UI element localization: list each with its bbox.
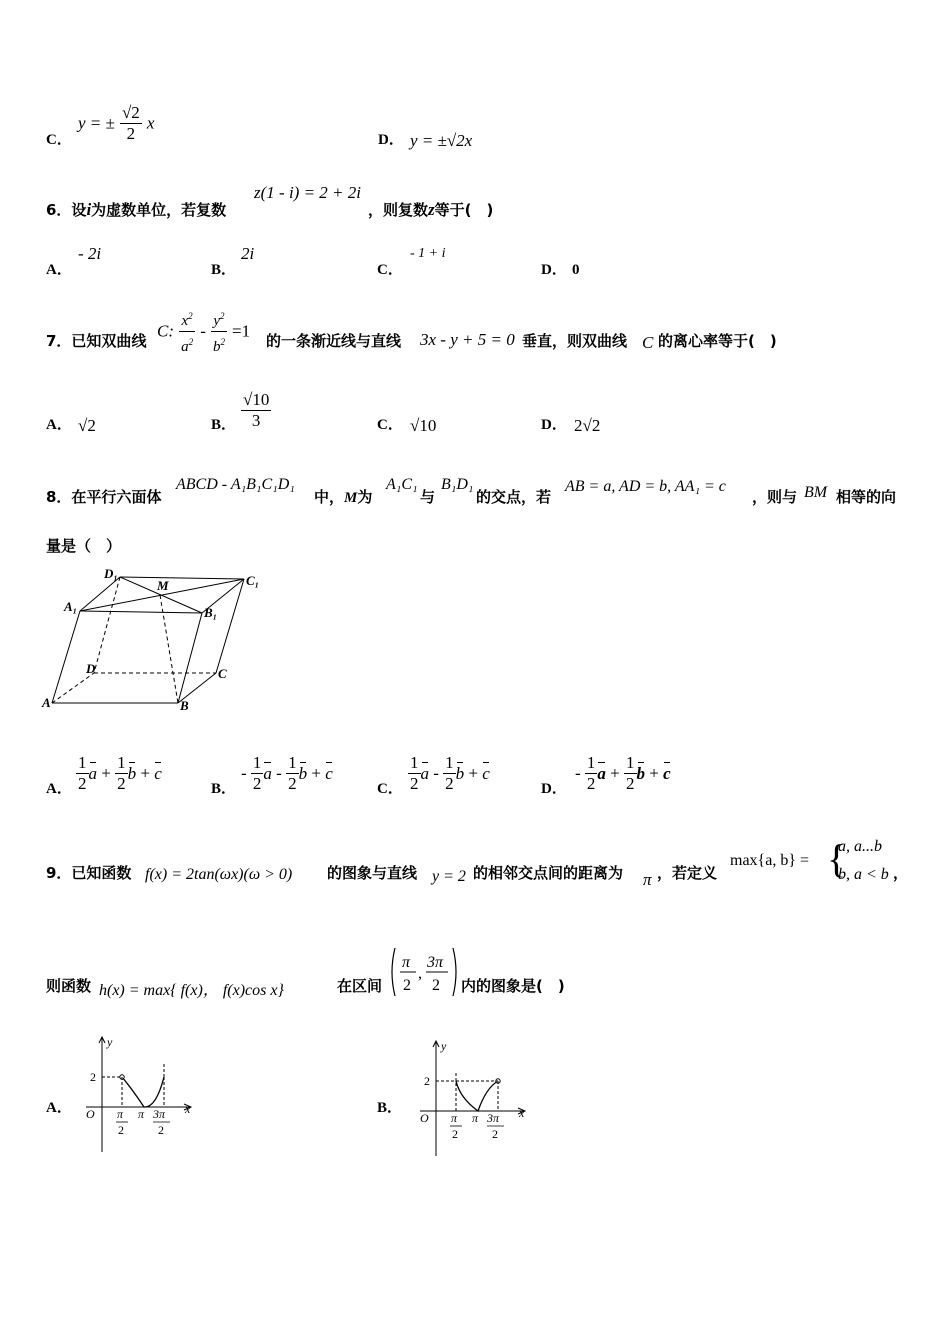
q9-graph-b[interactable] [416, 1038, 536, 1160]
q8-option-a[interactable]: A． [46, 781, 72, 797]
edge-dd1 [94, 577, 120, 673]
q6-option-a[interactable]: A． [46, 262, 72, 278]
two-label: 2 [90, 1070, 96, 1084]
svg-text:,: , [418, 965, 422, 982]
q8-solid: ABCD - A₁B₁C₁D₁ [176, 476, 295, 493]
q5-option-d[interactable]: D． [378, 132, 404, 148]
q6-equation: z(1 - i) = 2 + 2i [254, 183, 361, 202]
q9-line: y = 2 [432, 868, 466, 885]
y-label: y [441, 1039, 447, 1053]
q5-option-c[interactable] [46, 128, 72, 149]
q7-stem-b: 的一条渐近线与直线 [266, 332, 402, 350]
q6-option-b-value: 2i [241, 244, 255, 263]
edge-a1b1 [80, 611, 202, 613]
q8-option-d[interactable]: D． [541, 781, 567, 797]
x-label: x [519, 1106, 525, 1120]
label-c: C [218, 666, 227, 681]
origin-label: O [86, 1107, 95, 1121]
curve [456, 1081, 498, 1111]
q7-line: 3x - y + 5 = 0 [420, 330, 515, 349]
label-m: M [157, 578, 169, 593]
q7-option-c[interactable]: C． [377, 417, 403, 433]
q8-stem-g: 相等的向 [836, 488, 897, 506]
q6-stem-tail: ，则复数z等于( ) [368, 200, 494, 219]
q9-option-a[interactable]: A． [46, 1100, 72, 1116]
edge-cc1 [216, 579, 244, 673]
y-label: y [107, 1035, 113, 1049]
q8-seg2: B₁D₁ [441, 476, 474, 493]
q9-pi: π [643, 870, 652, 889]
q7-option-a-value: √2 [78, 416, 96, 435]
q8-stem-e: 的交点，若 [476, 488, 552, 506]
pi2-num: π [451, 1111, 458, 1125]
edge-bb1 [178, 613, 202, 703]
q8-stem-b: 中，M为 [314, 488, 373, 506]
curve [122, 1077, 164, 1107]
q7-hyperbola: C: $\frac{x^2}{a^2}$ - $\frac{y^2}{b^2}$ =1 [157, 306, 250, 357]
edge-aa1 [52, 611, 80, 703]
q7-option-a[interactable]: A． [46, 417, 72, 433]
q9-case-1: a, a...b [838, 838, 882, 855]
q8-option-a-expr: $\frac{1}{2}$ a + $\frac{1}{2}$ b + c [78, 753, 162, 793]
q9-stem-g: 内的图象是( ) [461, 977, 565, 995]
q7-stem-d: 的离心率等于( ) [658, 332, 777, 350]
label-d1: D₁ [104, 566, 118, 581]
3pi2-num: 3π [487, 1111, 500, 1125]
q7-option-d[interactable]: D． [541, 417, 567, 433]
q9-stem-d: ，若定义 [657, 864, 718, 882]
origin-label: O [420, 1111, 429, 1125]
interval-b-den: 2 [432, 977, 440, 994]
q5-option-d-expr: y = ±√2x [410, 131, 473, 150]
edge-a1d1 [80, 577, 120, 611]
q8-option-c-expr: $\frac{1}{2}$ a - $\frac{1}{2}$ b + c [410, 753, 490, 793]
parallelepiped-figure [40, 565, 280, 717]
q8-stem-h: 量是（ ） [46, 537, 122, 555]
q8-stem-f: ，则与 [752, 488, 798, 506]
q8-bm: BM [804, 484, 828, 501]
q9-option-b[interactable]: B． [377, 1100, 403, 1116]
q9-stem-e: 则函数 [46, 977, 92, 995]
q6-stem: 6．设i为虚数单位，若复数 [46, 200, 227, 219]
q7-option-b[interactable]: B． [211, 417, 237, 433]
segment-bm [160, 595, 178, 703]
q7-stem: 7．已知双曲线 [46, 332, 147, 350]
pi2-den: 2 [452, 1127, 458, 1141]
q8-option-b[interactable]: B． [211, 781, 237, 797]
q6-option-a-value: - 2i [78, 244, 102, 263]
q6-option-b[interactable]: B． [211, 262, 237, 278]
label-d: D [86, 661, 96, 676]
option-label: C． [46, 132, 72, 148]
q9-interval [388, 946, 460, 1002]
3pi2-den: 2 [158, 1123, 164, 1137]
q8-option-b-expr: - $\frac{1}{2}$ a - $\frac{1}{2}$ b + c [241, 753, 333, 793]
q6-option-c-value: - 1 + i [410, 246, 446, 261]
edge-d1c1 [120, 577, 244, 579]
q9-stem-f: 在区间 [337, 977, 383, 995]
q9-stem-b: 的图象与直线 [327, 864, 418, 882]
pi2-num: π [117, 1107, 124, 1121]
q9-graph-a[interactable] [82, 1034, 202, 1156]
q7-stem-c: 垂直，则双曲线 [522, 332, 628, 350]
q9-case-2: b, a < b [838, 866, 889, 883]
q9-stem-c: 的相邻交点间的距离为 [473, 864, 624, 882]
right-paren [453, 948, 456, 996]
q7-option-d-value: 2√2 [574, 416, 601, 435]
two-label: 2 [424, 1074, 430, 1088]
q8-option-c[interactable]: C． [377, 781, 403, 797]
q6-option-c[interactable]: C． [377, 262, 403, 278]
label-b1: B₁ [204, 605, 218, 620]
q8-option-d-expr: - $\frac{1}{2}$ a + $\frac{1}{2}$ b + c [575, 753, 671, 793]
interval-parens [388, 946, 460, 998]
left-paren [392, 948, 395, 996]
label-a1: A₁ [64, 599, 78, 614]
q8-seg1: A₁C₁ [386, 476, 418, 493]
q7-option-c-value: √10 [410, 416, 437, 435]
q7-option-b-value: $\frac{√10}{3}$ [243, 390, 270, 430]
pi-label: π [472, 1111, 479, 1125]
q8-stem-d: 与 [420, 488, 436, 506]
q9-max-def: max{a, b} = [730, 852, 810, 869]
q8-stem: 8．在平行六面体 [46, 488, 162, 506]
interval-b-num: 3π [427, 954, 444, 971]
q5-option-c-expr: y = ± $\frac{√2}{2}$ x [78, 103, 155, 143]
q9-stem: 9．已知函数 [46, 864, 132, 882]
label-a: A [42, 695, 51, 710]
q9-comma: ， [893, 864, 909, 882]
interval-a-den: 2 [403, 977, 411, 994]
q9-function: f(x) = 2tan(ωx)(ω > 0) [145, 866, 293, 883]
x-label: x [185, 1102, 191, 1116]
label-b: B [180, 698, 189, 713]
3pi2-num: 3π [153, 1107, 166, 1121]
q8-condition: AB = a, AD = b, AA₁ = c [565, 478, 726, 495]
pi-label: π [138, 1107, 145, 1121]
label-c1: C₁ [246, 573, 260, 588]
interval-a-num: π [402, 954, 411, 971]
q7-curve-c: C [642, 333, 654, 352]
3pi2-den: 2 [492, 1127, 498, 1141]
edge-ad [52, 673, 94, 703]
pi2-den: 2 [118, 1123, 124, 1137]
q9-h: h(x) = max{ f(x)， f(x)cos x} [99, 982, 284, 999]
q6-option-d[interactable]: D． 0 [541, 262, 580, 278]
